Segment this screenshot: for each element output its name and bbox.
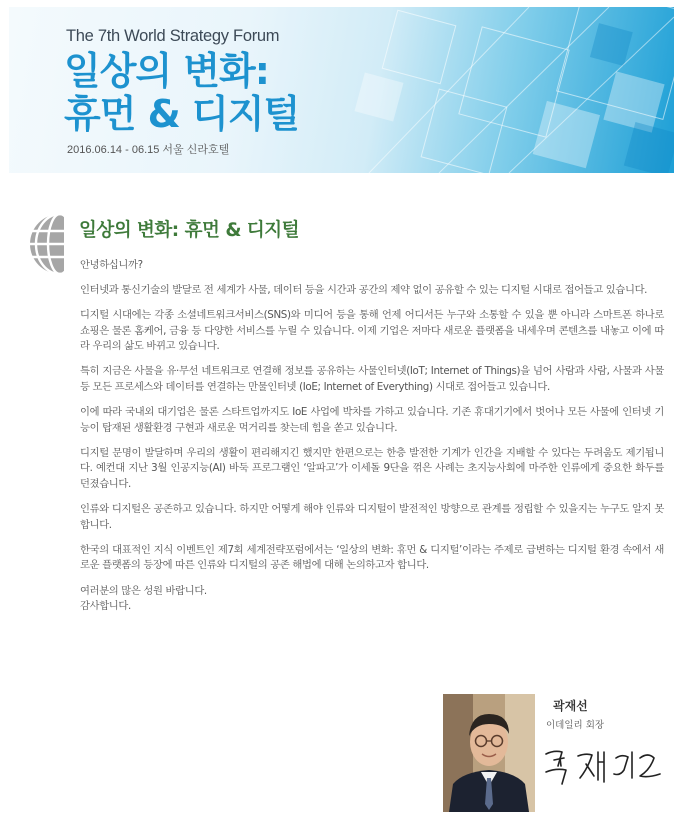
paragraph: 인터넷과 통신기술의 발달로 전 세계가 사물, 데이터 등을 시간과 공간의 제약 없이 공유할 수 있는 디지털 시대로 접어들고 있습니다. [80, 284, 648, 297]
paragraph: 디지털 문명이 발달하며 우리의 생활이 편리해지긴 했지만 한편으로는 한층 발전한 기계가 인간을 지배할 수 있다는 두려움도 제기됩니다. 예컨대 지난 3월 인공지능(AI) 바둑 프로그램인 ‘알파고’가 이세돌 9단을 꺾은 사례는 초지능사회에 마주한 인류에게 중요한 화두를 던졌습니다. [80, 446, 664, 491]
event-banner [9, 7, 674, 173]
banner-title-line1: 일상의 변화: [64, 49, 269, 93]
banner-title-line2: 휴먼 & 디지털 [64, 92, 300, 136]
portrait-photo [443, 694, 535, 812]
greeting: 안녕하십니까? [80, 259, 143, 271]
paragraph: 인류와 디지털은 공존하고 있습니다. 하지만 어떻게 해야 인류와 디지털이 발전적인 방향으로 관계를 정립할 수 있을지는 누구도 알지 못합니다. [80, 503, 664, 531]
event-date-venue: 2016.06.14 - 06.15 서울 신라호텔 [67, 144, 230, 156]
globe-icon [22, 211, 64, 277]
signatory-title: 이데일리 회장 [546, 720, 605, 731]
paragraph: 디지털 시대에는 각종 소셜네트워크서비스(SNS)와 미디어 등을 통해 언제 어디서든 누구와 소통할 수 있을 뿐 아니라 스마트폰 하나로 쇼핑은 물론 홈케어, 금융 등 다양한 서비스를 누릴 수 있습니다. 이제 기업은 저마다 새로운 플랫폼을 내세우며 콘텐츠를 내놓고 이에 따라 우리의 삶도 바뀌고 있습니다. [80, 309, 664, 353]
letter-body [80, 258, 664, 624]
paragraph: 특히 지금은 사물을 유·무선 네트워크로 연결해 정보를 공유하는 사물인터넷(IoT; Internet of Things)을 넘어 사람과 사람, 사물과 사물 등 모든 프로세스와 데이터를 연결하는 만물인터넷 (IoE; Internet of Everything) 시대로 접어들고 있습니다. [80, 365, 664, 394]
forum-name: The 7th World Strategy Forum [66, 27, 280, 45]
signatory-name: 곽재선 [553, 699, 588, 713]
closing-line: 여러분의 많은 성원 바랍니다. [80, 584, 207, 597]
section-title: 일상의 변화: 휴먼 & 디지털 [79, 220, 300, 241]
closing-line: 감사합니다. [80, 600, 131, 613]
handwritten-signature [540, 744, 665, 788]
paragraph: 이에 따라 국내외 대기업은 물론 스타트업까지도 IoE 사업에 박차를 가하고 있습니다. 기존 휴대기기에서 벗어나 모든 사물에 인터넷 기능이 탑재된 생활환경 구현과 새로운 먹거리를 찾는데 힘을 쏟고 있습니다. [80, 406, 664, 434]
paragraph: 한국의 대표적인 지식 이벤트인 제7회 세계전략포럼에서는 ‘일상의 변화: 휴먼 & 디지털’이라는 주제로 급변하는 디지털 환경 속에서 새로운 플랫폼의 등장에 따른 인류와 디지털의 공존 해법에 대해 논의하고자 합니다. [80, 543, 664, 572]
